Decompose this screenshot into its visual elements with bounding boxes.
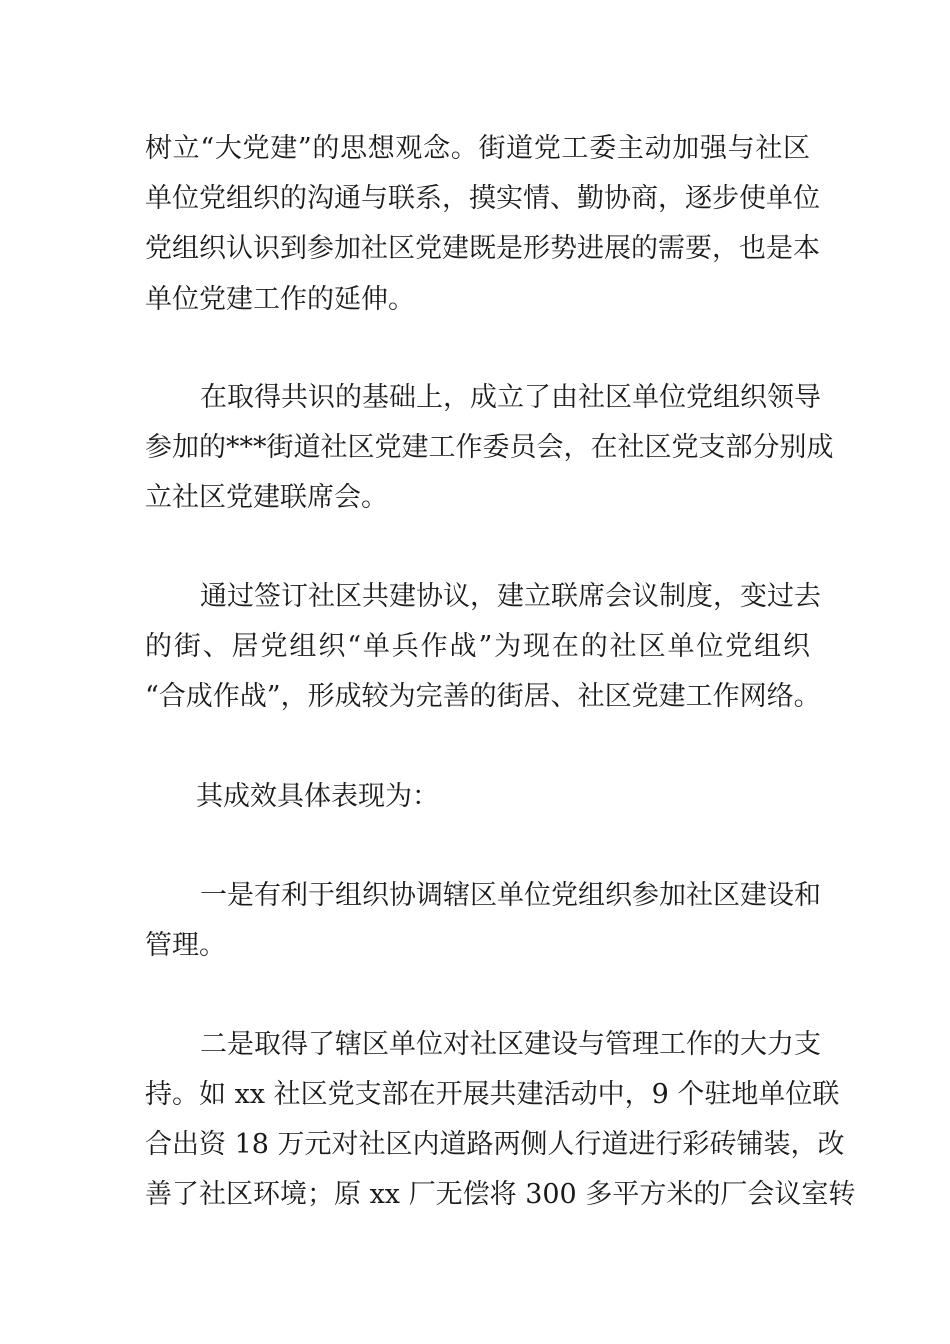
paragraph-6-line-3: 合出资 18 万元对社区内道路两侧人行道进行彩砖铺装，改 bbox=[145, 1129, 845, 1160]
paragraph-5-line-2: 管理。 bbox=[145, 930, 226, 961]
paragraph-1-line-3: 党组织认识到参加社区党建既是形势进展的需要，也是本 bbox=[145, 233, 820, 264]
paragraph-4-line-1: 其成效具体表现为： bbox=[196, 781, 439, 812]
paragraph-3-line-2: 的街、居党组织“单兵作战”为现在的社区单位党组织 bbox=[145, 631, 810, 662]
paragraph-1-line-4: 单位党建工作的延伸。 bbox=[145, 284, 415, 315]
paragraph-1-line-1: 树立“大党建”的思想观念。街道党工委主动加强与社区 bbox=[145, 133, 810, 164]
paragraph-6-line-1: 二是取得了辖区单位对社区建设与管理工作的大力支 bbox=[200, 1029, 821, 1060]
paragraph-3-line-3: “合成作战”，形成较为完善的街居、社区党建工作网络。 bbox=[145, 681, 821, 712]
paragraph-2-line-1: 在取得共识的基础上，成立了由社区单位党组织领导 bbox=[200, 382, 821, 413]
paragraph-6-line-2: 持。如 xx 社区党支部在开展共建活动中，9 个驻地单位联 bbox=[145, 1079, 840, 1110]
paragraph-2-line-2: 参加的***街道社区党建工作委员会，在社区党支部分别成 bbox=[145, 432, 834, 463]
paragraph-3-line-1: 通过签订社区共建协议，建立联席会议制度，变过去 bbox=[200, 581, 821, 612]
paragraph-5-line-1: 一是有利于组织协调辖区单位党组织参加社区建设和 bbox=[200, 880, 821, 911]
paragraph-1-line-2: 单位党组织的沟通与联系，摸实情、勤协商，逐步使单位 bbox=[145, 183, 820, 214]
paragraph-6-line-4: 善了社区环境；原 xx 厂无偿将 300 多平方米的厂会议室转 bbox=[145, 1179, 856, 1210]
paragraph-2-line-3: 立社区党建联席会。 bbox=[145, 482, 388, 513]
